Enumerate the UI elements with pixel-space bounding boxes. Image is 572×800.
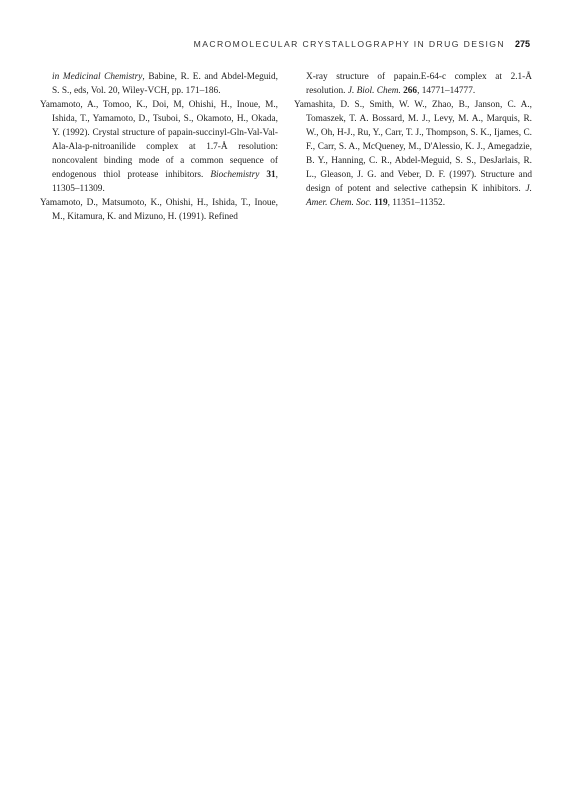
ref-journal: in Medicinal Chemistry — [52, 72, 143, 82]
ref-journal: J. Biol. Chem. — [347, 86, 401, 96]
ref-pages: , 11305–11309. — [52, 170, 278, 194]
ref-text: Yamamoto, A., Tomoo, K., Doi, M, Ohishi, H., Inoue, M., Ishida, T., Yamamoto, D., Tsuboi, S., Okamoto, H., Okada, Y. (1992). Crystal structure of papain-succinyl-Gln-Val-Val-Ala-Ala-p-nitroanilide complex at 1.7-Å resolution: noncovalent binding mode of a common sequence of endogenous thiol protease inhibitors. — [40, 100, 278, 180]
reference-yamashita-1997 — [294, 98, 532, 210]
ref-volume: 266 — [403, 86, 418, 96]
ref-text: Yamamoto, D., Matsumoto, K., Ohishi, H., Ishida, T., Inoue, M., Kitamura, K. and Mizuno, H. (1991). Refined — [40, 198, 278, 222]
ref-text: X-ray structure of papain.E-64-c complex at 2.1-Å resolution. — [306, 72, 532, 96]
ref-journal: Biochemistry — [210, 170, 260, 180]
reference-yamamoto-1992 — [40, 98, 278, 196]
ref-pages: , 11351–11352. — [387, 198, 446, 208]
reference-columns — [40, 70, 532, 224]
ref-volume: 31 — [266, 170, 276, 180]
reference-continued-yamamoto-1991 — [294, 70, 532, 98]
right-column — [294, 70, 532, 224]
reference-yamamoto-1991 — [40, 196, 278, 224]
running-header — [194, 39, 530, 49]
ref-text: Yamashita, D. S., Smith, W. W., Zhao, B., Janson, C. A., Tomaszek, T. A. Bossard, M. J., Levy, M. A., Marquis, R. W., Oh, H-J., Ru, Y., Carr, T. J., Thompson, S. K., Ijames, C. F., Carr, S. A., McQueney, M., D'Alessio, K. J., Amegadzie, B. Y., Hanning, C. R., Abdel-Meguid, S. S., DesJarlais, R. L., Gleason, J. G. and Veber, D. F. (1997). Structure and design of potent and selective cathepsin K inhibitors. — [294, 100, 532, 194]
ref-pages: , 14771–14777. — [417, 86, 476, 96]
ref-volume: 119 — [374, 198, 388, 208]
reference-continued-babine — [40, 70, 278, 98]
ref-text: , Babine, R. E. and Abdel-Meguid, S. S., eds, Vol. 20, Wiley-VCH, pp. 171–186. — [52, 72, 278, 96]
running-title: MACROMOLECULAR CRYSTALLOGRAPHY IN DRUG DESIGN — [193, 39, 505, 49]
left-column — [40, 70, 278, 224]
ref-journal: J. Amer. Chem. Soc. — [306, 184, 532, 208]
page-number: 275 — [514, 39, 530, 49]
